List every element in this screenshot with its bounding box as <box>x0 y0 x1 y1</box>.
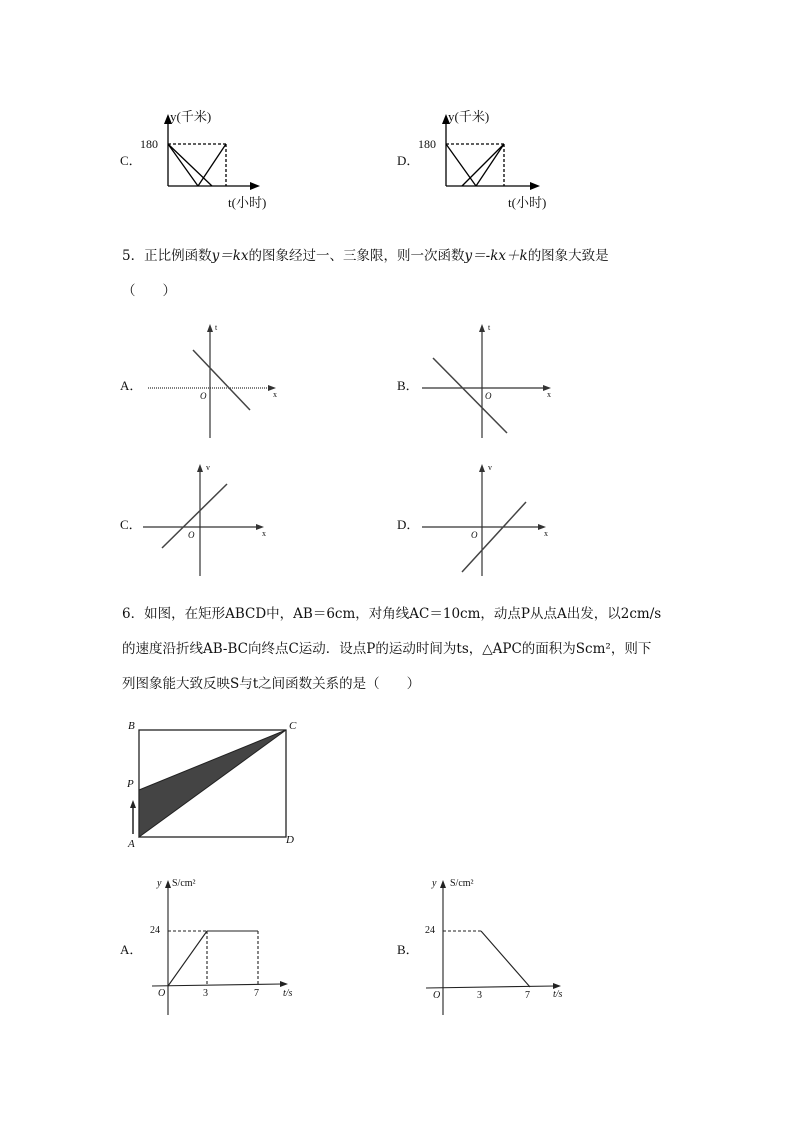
x-axis <box>426 986 555 988</box>
y-value-label: 180 <box>418 137 436 151</box>
option-label: D． <box>397 153 420 168</box>
x-axis-label: t(小时) <box>228 195 267 210</box>
option-label: B． <box>397 378 419 393</box>
stem-text-b: 的图象经过一、三象限，则一次函数 <box>248 248 465 264</box>
x-tick-7: 7 <box>525 990 530 1001</box>
stem-text-a: 正比例函数 <box>144 248 212 264</box>
origin-label: O <box>485 391 492 401</box>
y-value-label: 24 <box>425 925 435 936</box>
y-axis-label: v <box>206 463 210 472</box>
x-tick-7: 7 <box>254 988 259 999</box>
y-axis-label: y(千米) <box>448 109 490 124</box>
y-unit-label: S/cm² <box>172 878 196 889</box>
y-axis-label: v <box>488 463 492 472</box>
y-unit-label: S/cm² <box>450 878 474 889</box>
equation-1: y＝kx <box>211 248 249 264</box>
x-tick-3: 3 <box>477 990 482 1001</box>
option-label: C． <box>120 153 142 168</box>
x-axis-label: x <box>544 529 548 538</box>
y-axis-label: t <box>215 323 218 332</box>
y-axis-label: t <box>488 323 491 332</box>
y-axis-label: y(千米) <box>170 109 212 124</box>
option-label: A． <box>120 378 143 393</box>
question-number: 6． <box>122 606 145 622</box>
origin-label: O <box>471 530 478 540</box>
y-value-label: 24 <box>150 925 160 936</box>
y-axis-label: y <box>432 878 437 889</box>
vertex-b: B <box>128 720 135 732</box>
equation-2: y＝-kx＋k <box>464 248 528 264</box>
vertex-c: C <box>289 720 297 732</box>
origin-label: O <box>188 530 195 540</box>
vertex-a: A <box>128 838 135 850</box>
vertex-d: D <box>286 834 294 846</box>
point-p: P <box>127 778 134 790</box>
q5-answer-paren: （ ） <box>122 283 176 299</box>
option-label: D． <box>397 517 420 532</box>
x-axis-label: t/s <box>553 989 563 1000</box>
y-value-label: 180 <box>140 137 158 151</box>
x-tick-3: 3 <box>203 988 208 999</box>
x-axis-label: x <box>262 529 266 538</box>
option-label: B． <box>397 942 419 957</box>
x-axis-label: x <box>547 390 551 399</box>
option-label: A． <box>120 942 143 957</box>
x-axis-label: x <box>273 390 277 399</box>
q6-stem-line-3: 列图象能大致反映S与t之间函数关系的是（ ） <box>122 676 421 692</box>
question-number: 5． <box>122 248 145 264</box>
option-label: C． <box>120 517 142 532</box>
stem-line-1: 如图，在矩形ABCD中，AB＝6cm，对角线AC＝10cm，动点P从点A出发，以2cm/s <box>144 606 662 622</box>
origin-label: O <box>433 990 441 1001</box>
stem-text-c: 的图象大致是 <box>527 248 609 264</box>
q6-stem-line-2: 的速度沿折线AB-BC向终点C运动．设点P的运动时间为ts，△APC的面积为Scm²，则下 <box>122 641 652 657</box>
x-axis-label: t(小时) <box>508 195 547 210</box>
origin-label: O <box>200 391 207 401</box>
y-axis-label: y <box>157 878 162 889</box>
origin-label: O <box>158 988 166 999</box>
x-axis-label: t/s <box>283 988 293 999</box>
segment-fall <box>481 931 530 987</box>
